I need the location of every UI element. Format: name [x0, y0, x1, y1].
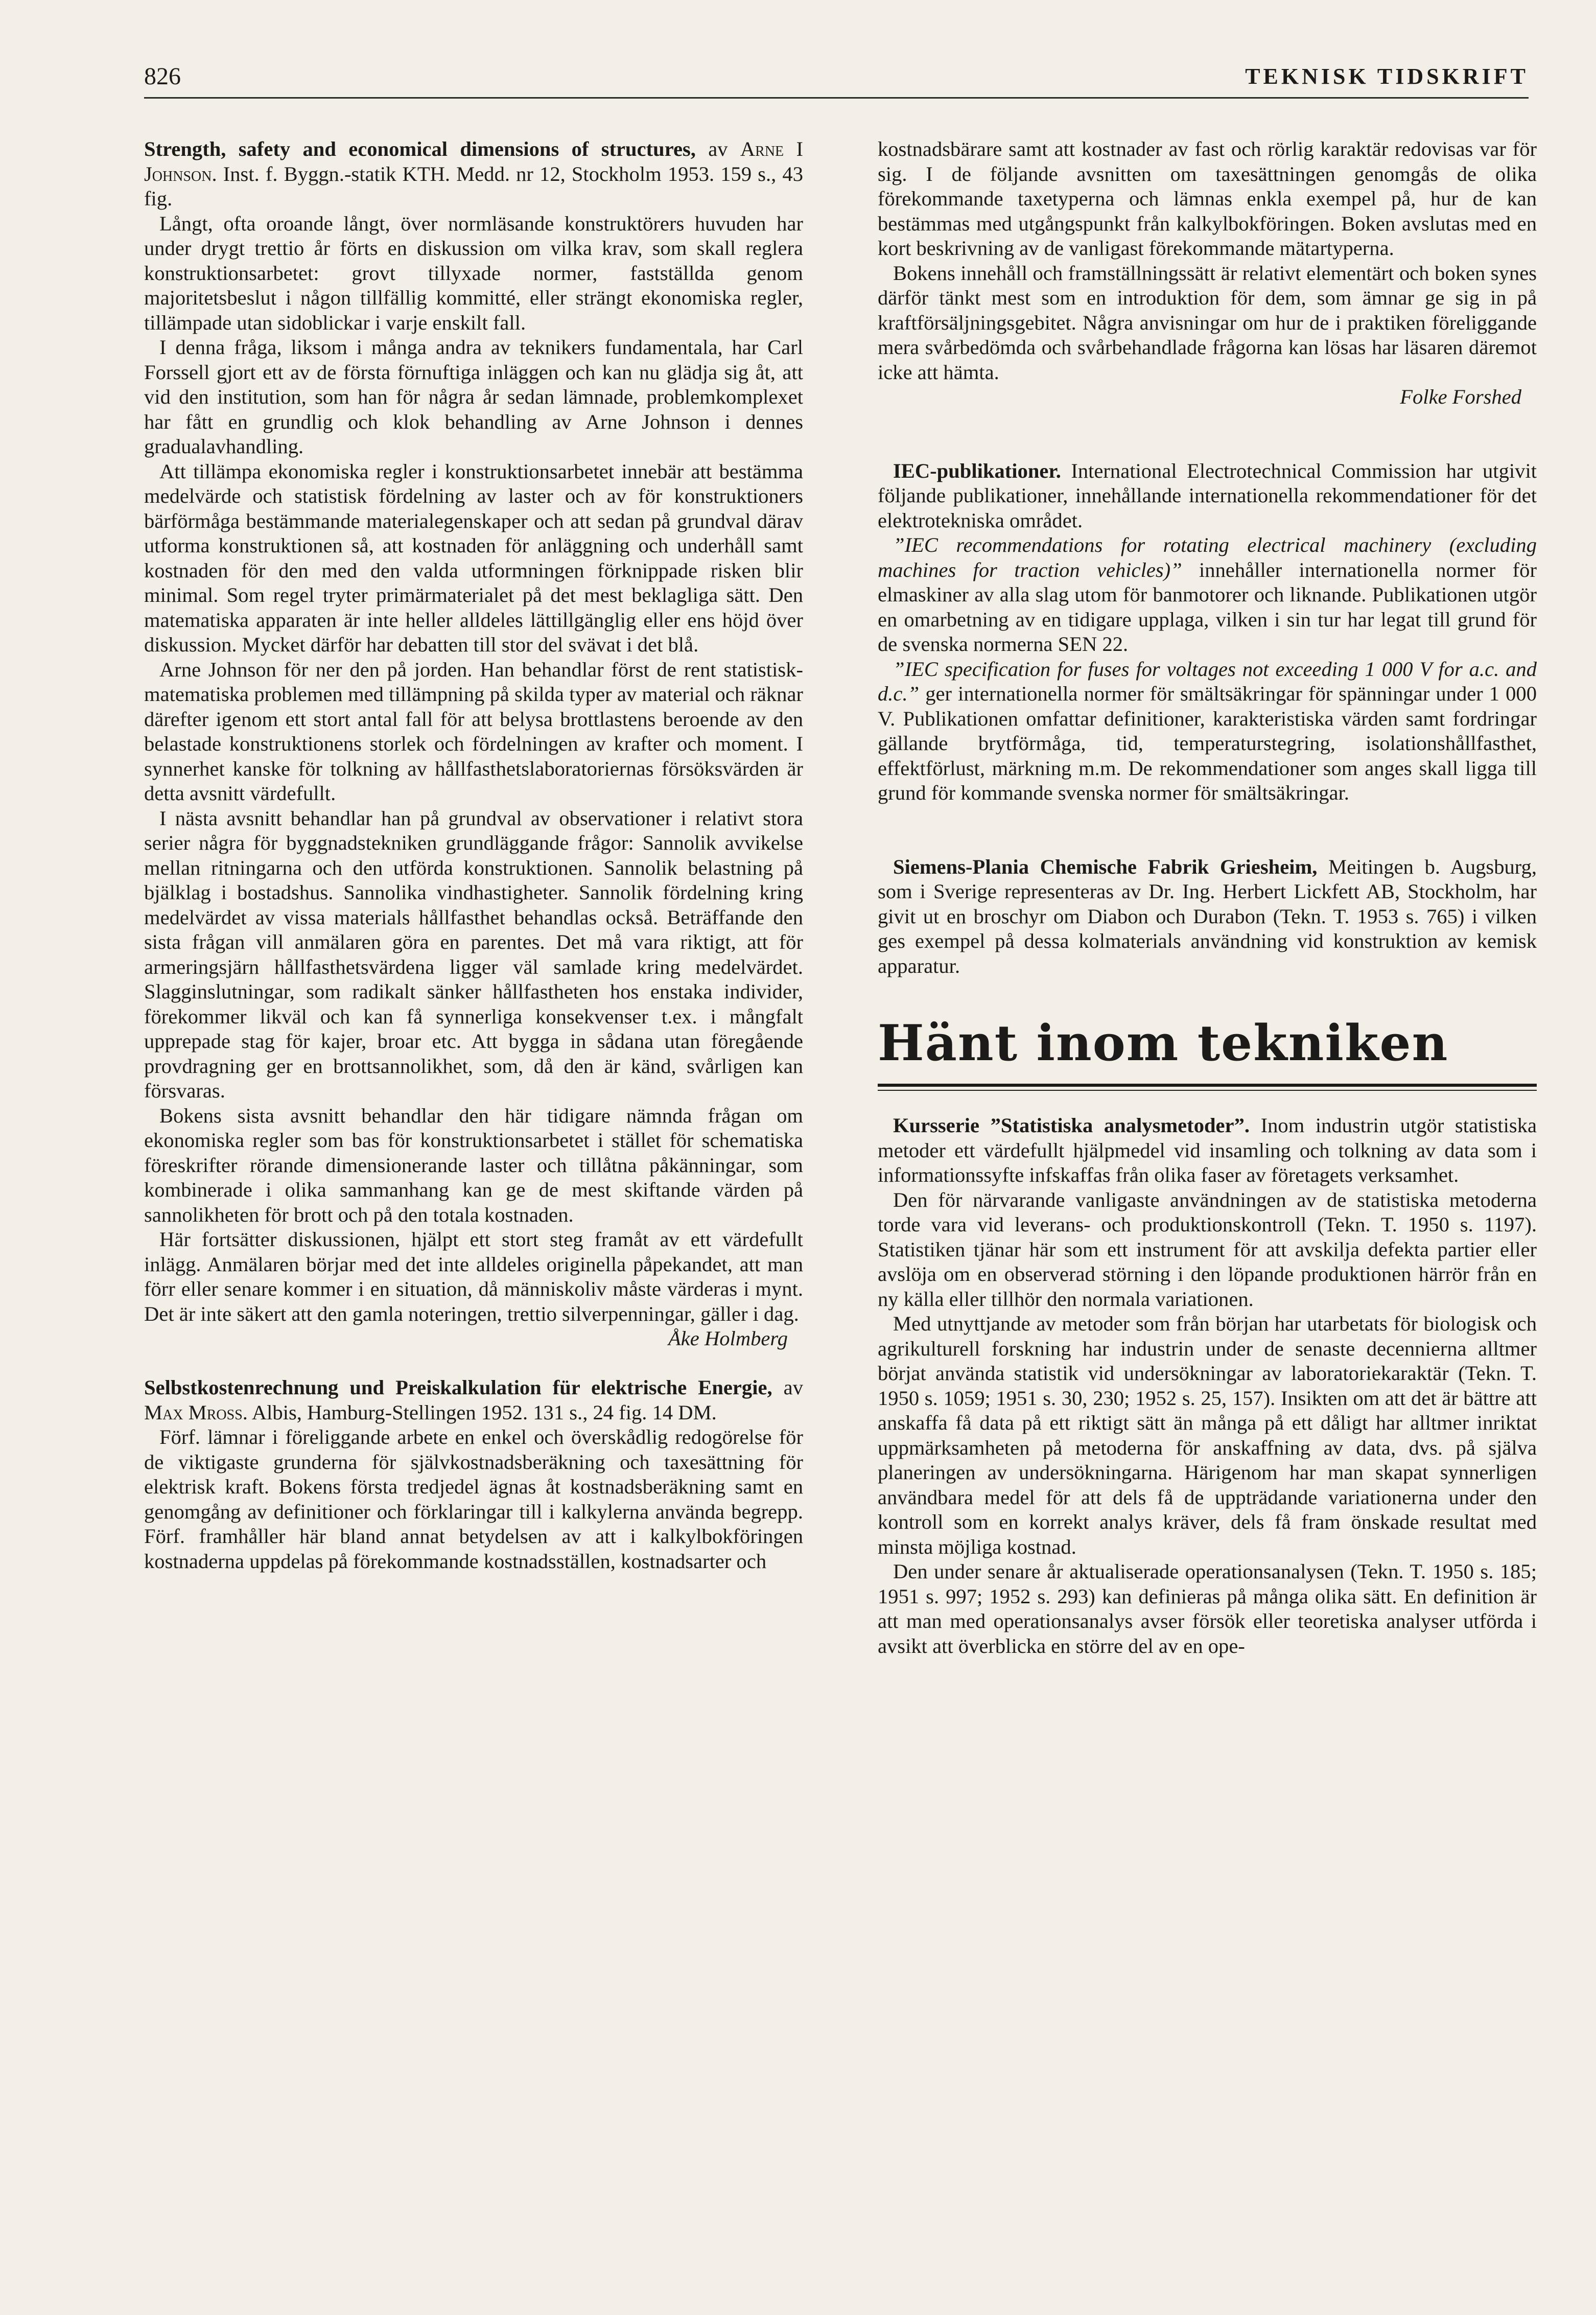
- notice-title: IEC-publikationer.: [893, 459, 1061, 482]
- paragraph: ”IEC specification for fuses for voltages not exceeding 1 000 V for a.c. and d.c.” ger internationella normer för smältsäkringar för spänningar under 1 000 V. Publikationen omfattar definitioner, karakteristiska värden samt fordringar gällande brytförmåga, tid, temperaturstegring, isolationshållfasthet, effektförlust, märkning m.m. De rekommendationer som anges skall ligga till grund för kommande svenska normer för smältsäkringar.: [878, 657, 1537, 804]
- siemens-notice: Siemens-Plania Chemische Fabrik Griesheim, Meitingen b. Augsburg, som i Sverige representeras av Dr. Ing. Herbert Lickfett AB, Stockholm, har givit ut en broschyr om Diabon och Durabon (Tekn. T. 1953 s. 765) i vilken ges exempel på dessa kolmaterials användning vid konstruktion av kemisk apparatur.: [878, 855, 1537, 977]
- section-rule: [878, 1084, 1537, 1087]
- reviewer-signature: Folke Forshed: [1400, 385, 1521, 408]
- review-author: Arne I Johnson: [144, 137, 803, 185]
- paragraph: I denna fråga, liksom i många andra av teknikers fundamentala, har Carl Forssell gjort ett av de första förnuftiga inläggen och kan nu glädja sig åt, att vid den institution, som han för några år sedan lämnade, problemkomplexet har fått en grundlig och klok behandling av Arne Johnson i dennes gradualavhandling.: [144, 336, 803, 458]
- review-heading-selbstkosten: Selbstkostenrechnung und Preiskalkulation für elektrische Energie, av Max Mross. Albis, Hamburg-Stellingen 1952. 131 s., 24 fig. 14 DM.: [144, 1376, 803, 1424]
- review-heading-strength: Strength, safety and economical dimensions of structures, av Arne I Johnson. Inst. f. Byggn.-statik KTH. Medd. nr 12, Stockholm 1953. 159 s., 43 fig.: [144, 137, 803, 210]
- paragraph: Bokens innehåll och framställningssätt är relativt elementärt och boken synes därför tänkt mest som en introduktion för dem, som ämnar ge sig in på kraftförsäljningsgebitet. Några anvisningar om hur de i praktiken föreliggande mera svårbedömda och svårbehandlade frågorna kan lösas har läsaren däremot icke att hämta.: [878, 261, 1537, 384]
- iec-notice: IEC-publikationer. International Electrotechnical Commission har utgivit följande publikationer, innehållande internationella rekommendationer för det elektrotekniska området.: [878, 459, 1537, 532]
- review-title: Strength, safety and economical dimensions of structures,: [144, 137, 696, 160]
- paragraph: Arne Johnson för ner den på jorden. Han behandlar först de rent statistisk-matematiska problemen med tillämpning på skilda typer av material och räknar därefter igenom ett stort antal fall för att belysa brottlastens beroende av den belastade konstruktionens storlek och fördelningen av krafter och moment. I synnerhet kanske för tolkning av hållfasthetslaboratoriernas försöksvärden är detta avsnitt värdefullt.: [144, 658, 803, 805]
- paragraph: Här fortsätter diskussionen, hjälpt ett stort steg framåt av ett värdefullt inlägg. Anmälaren börjar med det inte alldeles originella påpekandet, att man förr eller senare kommer i en situation, då människoliv måste värderas i mynt. Det är inte säkert att den gamla noteringen, trettio silverpenningar, gäller i dag. Åke Holmberg: [144, 1227, 803, 1326]
- paragraph: Den för närvarande vanligaste användningen av de statistiska metoderna torde vara vid leverans- och produktionskontroll (Tekn. T. 1950 s. 1197). Statistiken tjänar här som ett instrument för att avskilja defekta partier eller avslöja om en observerad störning i den löpande produktionen härrör från en ny källa eller tillhör den normala variationen.: [878, 1188, 1537, 1311]
- reviewer-signature: Åke Holmberg: [668, 1327, 788, 1350]
- paragraph: I nästa avsnitt behandlar han på grundval av observationer i relativt stora serier några för byggnadstekniken grundläggande frågor: Sannolik avvikelse mellan ritningarna och den utförda konstruktionen. Sannolik belastning på bjälklag i bostadshus. Sannolika vindhastigheter. Sannolik fördelning kring medelvärdet av vissa materials hållfasthet behandlas också. Beträffande den sista frågan vill anmälaren göra en parentes. Det må vara riktigt, att för armeringsjärn hållfasthetsvärdena ligger väl samlade kring medelvärdet. Slagginslutningar, som radikalt sänker hållfastheten hos enstaka individer, förekommer likväl och kan få synnerliga konsekvenser t.ex. i mångfalt upprepade stag för kajer, broar etc. Att bygga in sådana utan föregående provdragning ger en brottsannolikhet, som, då den är känd, svårligen kan försvaras.: [144, 806, 803, 1102]
- right-column: [878, 137, 1537, 1658]
- publication-title: ”IEC specification for fuses for voltages not exceeding 1 000 V for a.c. and d.c.”: [878, 657, 1537, 705]
- journal-title: TEKNISK TIDSKRIFT: [1245, 64, 1529, 89]
- running-head: [144, 56, 1529, 99]
- paragraph: Att tillämpa ekonomiska regler i konstruktionsarbetet innebär att bestämma medelvärde och statistisk fördelning av laster och av för konstruktioners bärförmåga bestämmande materialegenskaper och att sedan på grundval därav utforma konstruktionen så, att kostnaden för anläggning och underhåll samt kostnaden för den med den valda utformningen förknippade risken blir minimal. Som regel tryter primärmaterialet på det mest beklagliga sätt. Den matematiska apparaten är inte heller alldeles lättillgänglig eller ens höjd över diskussion. Mycket därför har debatten till stor del svävat i det blå.: [144, 459, 803, 656]
- review-meta: . Inst. f. Byggn.-statik KTH. Medd. nr 12, Stockholm 1953. 159 s., 43 fig.: [144, 162, 803, 210]
- paragraph: ”IEC recommendations for rotating electrical machinery (excluding machines for traction vehicles)” innehåller internationella normer för elmaskiner av alla slag utom för banmotorer och liknande. Publikationen utgör en omarbetning av en tidigare upplaga, vilken i sin tur har legat till grund för de svenska normerna SEN 22.: [878, 533, 1537, 656]
- review-meta: . Albis, Hamburg-Stellingen 1952. 131 s., 24 fig. 14 DM.: [242, 1400, 717, 1424]
- notice-title: Siemens-Plania Chemische Fabrik Griesheim,: [893, 855, 1318, 878]
- paragraph: Den under senare år aktualiserade operationsanalysen (Tekn. T. 1950 s. 185; 1951 s. 997; 1952 s. 293) kan definieras på många olika sätt. En definition är att man med operationsanalys avser försök eller teoretiska analyser utförda i avsikt att överblicka en större del av en ope-: [878, 1560, 1537, 1657]
- kursserie-notice: Kursserie ”Statistiska analysmetoder”. Inom industrin utgör statistiska metoder ett värdefullt hjälpmedel vid insamling och tolkning av data som i informationssyfte infskaffas från olika faser av företagets verksamhet.: [878, 1114, 1537, 1186]
- paragraph: Långt, ofta oroande långt, över normläsande konstruktörers huvuden har under drygt trettio år förts en diskussion om vilka krav, som skall reglera konstruktionsarbetet: grovt tillyxade normer, fastställda genom majoritetsbeslut i någon tillfällig kommitté, eller strängt ekonomiska regler, tillämpade utan sidoblickar i varje enskilt fall.: [144, 212, 803, 334]
- left-column: [144, 137, 803, 1574]
- paragraph: Med utnyttjande av metoder som från början har utarbetats för biologisk och agrikulturell forskning har industrin under de senaste decennierna alltmer börjat använda statistik vid undersökningar av laboratoriekaraktär (Tekn. T. 1950 s. 1059; 1951 s. 30, 230; 1952 s. 25, 157). Insikten om att det är bättre att anskaffa få data på ett riktigt sätt än många på ett dåligt har alltmer inriktat uppmärksamheten på metoderna för anskaffning av data, dvs. på själva planeringen av undersökningarna. Härigenom har man skapat synnerligen användbara medel för att dels få de uppträdande variationerna under den kontroll som en korrekt analys kräver, dels få fram önskade resultat med minsta möjliga kostnad.: [878, 1312, 1537, 1558]
- review-author: Max Mross: [144, 1400, 243, 1424]
- publication-title: ”IEC recommendations for rotating electrical machinery (excluding machines for traction vehicles)”: [878, 533, 1537, 581]
- section-rule: [878, 1090, 1537, 1091]
- paragraph: kostnadsbärare samt att kostnader av fast och rörlig karaktär redovisas var för sig. I de följande avsnitten om taxesättningen genomgås de olika förekommande taxetyperna och lämnas enkla exempel på, hur de kan bestämmas med utgångspunkt från kalkylbokföringen. Boken avslutas med en kort beskrivning av de vanligast förekommande mätartyperna.: [878, 137, 1537, 260]
- notice-title: Kursserie ”Statistiska analysmetoder”.: [893, 1114, 1250, 1137]
- page-number: 826: [144, 63, 181, 90]
- paragraph: Bokens sista avsnitt behandlar den här tidigare nämnda frågan om ekonomiska regler som bas för konstruktionsarbetet i stället för schematiska föreskrifter rörande dimensionerande laster och tillåtna påkänningar, som kombinerade i olika sammanhang kan ge de mest skiftande värden på sannolikheten för brott och på den totala kostnaden.: [144, 1104, 803, 1226]
- section-title: Hänt inom tekniken: [878, 1014, 1449, 1072]
- paragraph: Förf. lämnar i föreliggande arbete en enkel och överskådlig redogörelse för de viktigaste grunderna för självkostnadsberäkning och taxesättning för elektrisk kraft. Bokens första tredjedel ägnas åt kostnadsberäkning samt en genomgång av definitioner och förklaringar till i kalkylerna använda begrepp. Förf. framhåller här bland annat betydelsen av att i kalkylbokföringen kostnaderna uppdelas på förekommande kostnadsställen, kostnadsarter och: [144, 1425, 803, 1573]
- review-title: Selbstkostenrechnung und Preiskalkulation für elektrische Energie,: [144, 1376, 772, 1399]
